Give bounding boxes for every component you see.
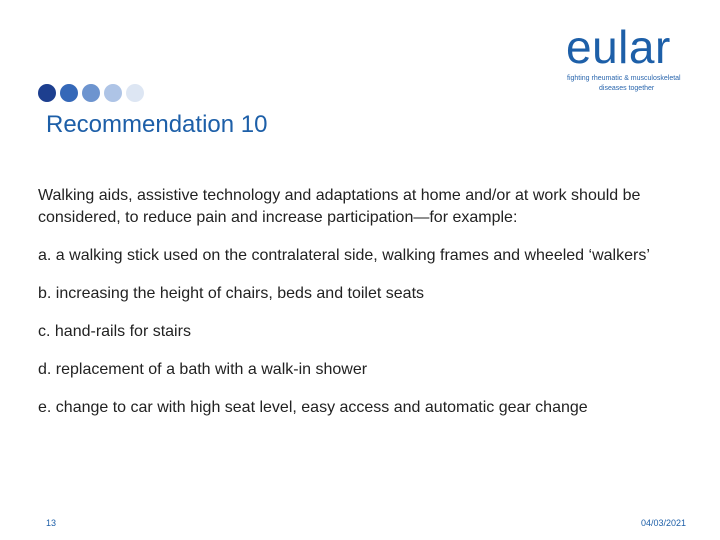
list-item-a: a. a walking stick used on the contralateral side, walking frames and wheeled ‘walkers’ xyxy=(38,247,650,264)
eular-logo xyxy=(560,21,700,104)
list-item-e: e. change to car with high seat level, easy access and automatic gear change xyxy=(38,399,588,416)
page-number: 13 xyxy=(46,518,57,528)
dot-3 xyxy=(82,84,100,102)
logo-wordmark: eular xyxy=(566,21,671,73)
dot-5 xyxy=(126,84,144,102)
list-item-b: b. increasing the height of chairs, beds and toilet seats xyxy=(38,285,425,302)
dot-1 xyxy=(38,84,56,102)
list-item-c: c. hand-rails for stairs xyxy=(38,323,191,340)
slide-title: Recommendation 10 xyxy=(46,111,268,138)
list-item-d: d. replacement of a bath with a walk-in shower xyxy=(38,361,368,378)
logo-tagline-line2: diseases together xyxy=(599,85,655,92)
decorative-dots xyxy=(38,84,144,102)
dot-4 xyxy=(104,84,122,102)
logo-tagline-line1: fighting rheumatic & musculoskeletal xyxy=(567,75,681,82)
slide-date: 04/03/2021 xyxy=(640,518,686,528)
intro-paragraph: Walking aids, assistive technology and adaptations at home and/or at work should be considered, to reduce pain and increase participation—for example: xyxy=(38,187,641,226)
slide-content xyxy=(38,185,700,419)
dot-2 xyxy=(60,84,78,102)
